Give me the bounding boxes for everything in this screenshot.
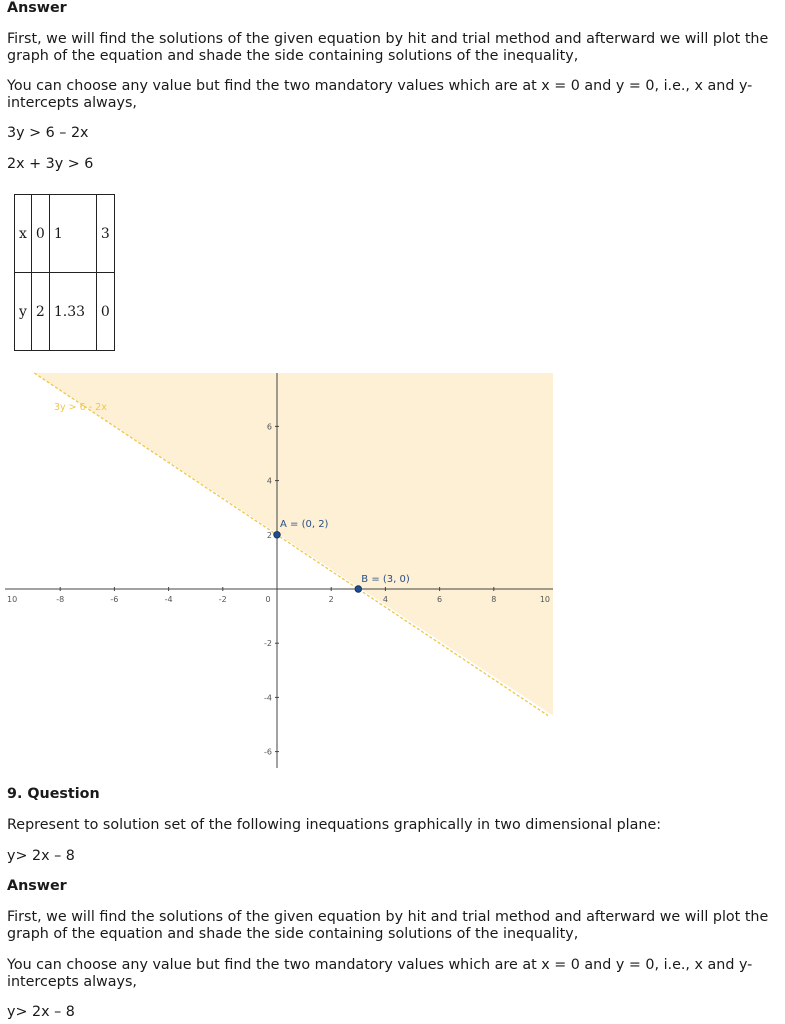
answer-heading: Answer	[7, 0, 67, 16]
x-tick-label: 4	[382, 595, 388, 604]
rearranged-equation: 2x + 3y > 6	[7, 156, 94, 172]
y-tick-label: 2	[266, 530, 272, 540]
table-cell: 2	[31, 273, 49, 351]
table-row-y	[15, 273, 115, 351]
answer-paragraph-2: First, we will find the solutions of the given equation by hit and trial method and afterward we will plot the graph of the equation and shade the side containing solutions of the inequality,	[7, 909, 769, 942]
answer-heading-2: Answer	[7, 878, 67, 894]
inequality-graph	[0, 368, 785, 774]
answer-paragraph: First, we will find the solutions of the given equation by hit and trial method and afterward we will plot the graph of the equation and shade the side containing solutions of the inequality,	[7, 31, 769, 64]
table-cell-label: x	[15, 195, 32, 273]
point-label: B = (3, 0)	[361, 574, 410, 585]
y-tick-label: 6	[266, 422, 272, 432]
table-cell-label: y	[15, 273, 32, 351]
x-tick-label: -2	[218, 595, 227, 604]
inequality-equation: 3y > 6 – 2x	[7, 125, 89, 141]
table-cell: 3	[96, 195, 114, 273]
x-tick-label: -8	[56, 595, 65, 604]
point-label: A = (0, 2)	[280, 518, 329, 530]
table-cell: 0	[96, 273, 114, 351]
question-heading: 9. Question	[7, 786, 100, 802]
table-cell: 1	[49, 195, 96, 273]
intercepts-paragraph-2: You can choose any value but find the two mandatory values which are at x = 0 and y = 0, i.e., x and y-intercepts always,	[7, 957, 753, 990]
x-tick-label: -6	[110, 595, 119, 604]
y-tick-label: 4	[266, 476, 272, 486]
y-tick-label: -6	[264, 747, 272, 757]
x-tick-label: 0	[265, 595, 271, 604]
intercepts-paragraph: You can choose any value but find the two mandatory values which are at x = 0 and y = 0, i.e., x and y-intercepts always,	[7, 78, 753, 111]
values-table	[14, 194, 115, 351]
x-tick-label: 2	[328, 595, 334, 604]
x-tick-label: 10	[7, 595, 18, 604]
table-cell: 0	[31, 195, 49, 273]
shaded-solution-region	[34, 373, 553, 716]
x-tick-label: 6	[437, 595, 443, 604]
x-tick-label: 8	[491, 595, 497, 604]
line-label: 3y > 6 - 2x	[54, 402, 107, 413]
x-tick-label: -4	[164, 595, 173, 604]
point-a	[274, 532, 281, 539]
point-b	[355, 586, 362, 593]
question-text: Represent to solution set of the following inequations graphically in two dimensional plane:	[7, 817, 662, 833]
question-equation: y> 2x – 8	[7, 848, 75, 864]
table-row-x	[15, 195, 115, 273]
y-tick-label: -2	[264, 639, 272, 649]
x-tick-label: 10	[539, 595, 550, 604]
table-cell: 1.33	[49, 273, 96, 351]
y-tick-label: -4	[264, 693, 272, 703]
answer-equation: y> 2x – 8	[7, 1004, 75, 1020]
